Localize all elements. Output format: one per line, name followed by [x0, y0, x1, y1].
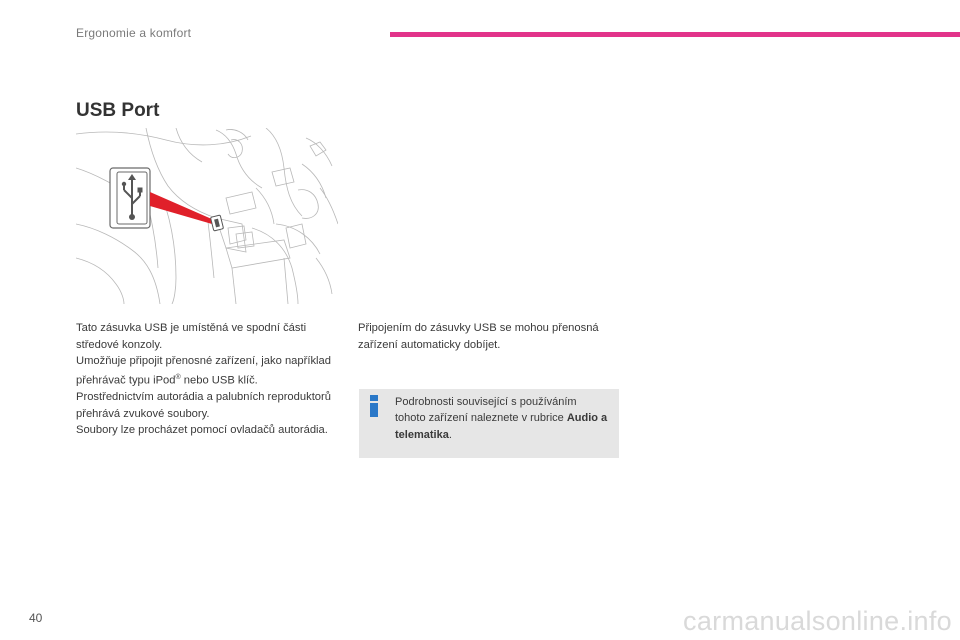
registered-mark: ® [175, 373, 181, 381]
sketch-line [286, 224, 306, 248]
body-text-right: Připojením do zásuvky USB se mohou přenosná zařízení automaticky dobíjet. [358, 322, 599, 351]
usb-callout [110, 168, 224, 231]
sketch-line [276, 224, 320, 254]
sketch-line [310, 142, 326, 156]
sketch-line [208, 222, 214, 278]
sketch-line [76, 258, 124, 304]
info-box [359, 389, 619, 458]
sketch-line [226, 192, 256, 214]
sketch-line [76, 132, 251, 145]
sketch-line [232, 268, 236, 304]
devices-text-end: nebo USB klíč. [180, 374, 258, 387]
watermark: carmanualsonline.info [683, 606, 952, 636]
sketch-line [252, 228, 298, 304]
header-accent-bar [390, 32, 960, 37]
paragraph-playback: Prostřednictvím autorádia a palubních reproduktorů přehrává zvukové soubory. [76, 391, 331, 420]
paragraph-location: Tato zásuvka USB je umístěná ve spodní části středové konzoly. [76, 322, 307, 351]
sketch-line [320, 188, 338, 224]
info-text-reference: Audio a telematika [395, 412, 608, 441]
sketch-line [256, 188, 274, 224]
usb-port-illustration [76, 128, 338, 304]
sketch-line [166, 208, 176, 304]
info-text-body: Podrobnosti související s používáním tohoto zařízení naleznete v rubrice [395, 396, 577, 425]
pointer-arrow [150, 192, 214, 224]
sketch-line [284, 258, 288, 304]
sketch-line [316, 258, 332, 294]
paragraph-devices [76, 353, 338, 389]
info-icon [367, 394, 381, 418]
sketch-line [272, 168, 294, 186]
sketch-line [266, 128, 302, 216]
info-text-end: . [448, 428, 452, 441]
paragraph-browse: Soubory lze procházet pomocí ovladačů autorádia. [76, 424, 328, 437]
body-text-left [76, 320, 338, 439]
info-text [395, 394, 610, 443]
page-number: 40 [29, 611, 43, 625]
page-title: USB Port [76, 100, 160, 121]
devices-text: Umožňuje připojit přenosné zařízení, jako například přehrávač typu iPod [76, 355, 331, 387]
sketch-line [298, 190, 318, 219]
sketch-line [226, 240, 290, 268]
section-header: Ergonomie a komfort [76, 26, 192, 40]
sketch-line [76, 224, 160, 304]
sketch-line [216, 130, 262, 188]
sketch-line [302, 164, 326, 198]
